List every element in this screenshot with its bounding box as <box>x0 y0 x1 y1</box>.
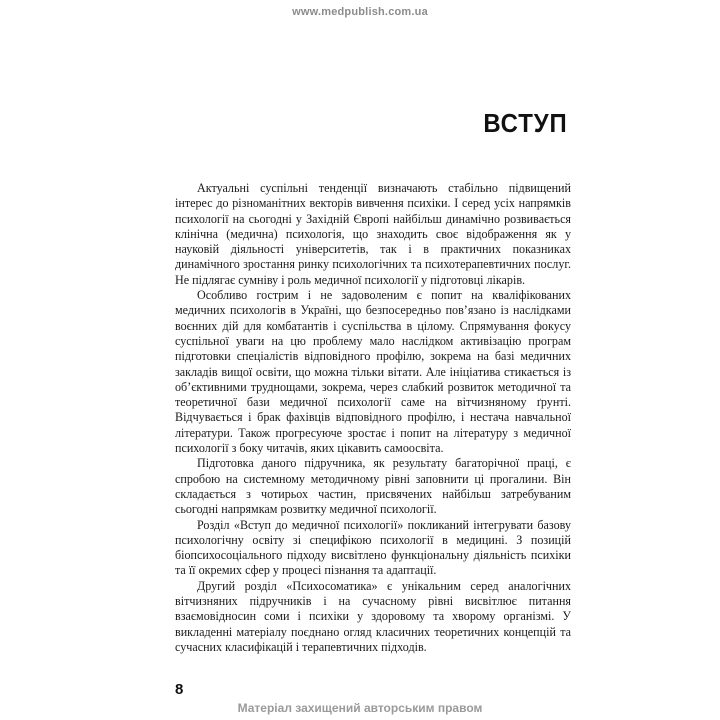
body-text <box>175 181 571 655</box>
paragraph: Другий розділ «Психосоматика» є унікальним серед аналогічних вітчизняних підручників і на сучасному рівні висвітлює питання взаємовідносин соми і психіки у здоровому та хворому організмі. У викладенні матеріалу поєднано огляд класичних теоретичних концепцій та сучасних класифікацій і терапевтичних підходів. <box>175 578 571 654</box>
paragraph: Підготовка даного підручника, як результату багаторічної праці, є спробою на системному методичному рівні заповнити ці прогалини. Він складається з чотирьох частин, присвячених найбільш затребуваним сьогодні напрямкам розвитку медичної психології. <box>175 456 571 517</box>
paragraph: Розділ «Вступ до медичної психології» покликаний інтегрувати базову психологічну освіту зі специфікою психології в медицині. З позицій біопсихосоціального підходу висвітлено функціональну діяльність психіки та її окремих сфер у процесі пізнання та адаптації. <box>175 517 571 578</box>
site-url-header: www.medpublish.com.ua <box>292 6 428 18</box>
paragraph: Актуальні суспільні тенденції визначають стабільно підвищений інтерес до різноманітних векторів вивчення психіки. І серед усіх напрямків психології на сьогодні у Західній Європі найбільш динамічно розвивається клінічна (медична) психологія, що знаходить своє відображення як у науковій діяльності університетів, так і в практичних показниках динамічного зростання ринку психологічних та психотерапевтичних послуг. Не підлягає сумніву і роль медичної психології у підготовці лікарів. <box>175 181 571 287</box>
paragraph: Особливо гострим і не задоволеним є попит на кваліфікованих медичних психологів в Україні, що безпосередньо пов’язано із наслідками воєнних дій для комбатантів і суспільства в цілому. Спрямування фокусу суспільної уваги на цю проблему мало наслідком активізацію програм підготовки спеціалістів відповідного профілю, зокрема на базі медичних закладів вищої освіти, що можна тільки вітати. Але ініціатива стикається із об’єктивними труднощами, зокрема, через слабкий розвиток методичної та теоретичної бази медичної психології саме на вітчизняному ґрунті. Відчувається і брак фахівців відповідного профілю, і нестача навчальної літератури. Також прогресуюче зростає і попит на літературу з медичної психології з боку читачів, яких цікавить самоосвіта. <box>175 288 571 456</box>
page-number: 8 <box>175 681 184 698</box>
copyright-note: Матеріал захищений авторським правом <box>237 701 483 715</box>
chapter-title: ВСТУП <box>483 108 568 138</box>
